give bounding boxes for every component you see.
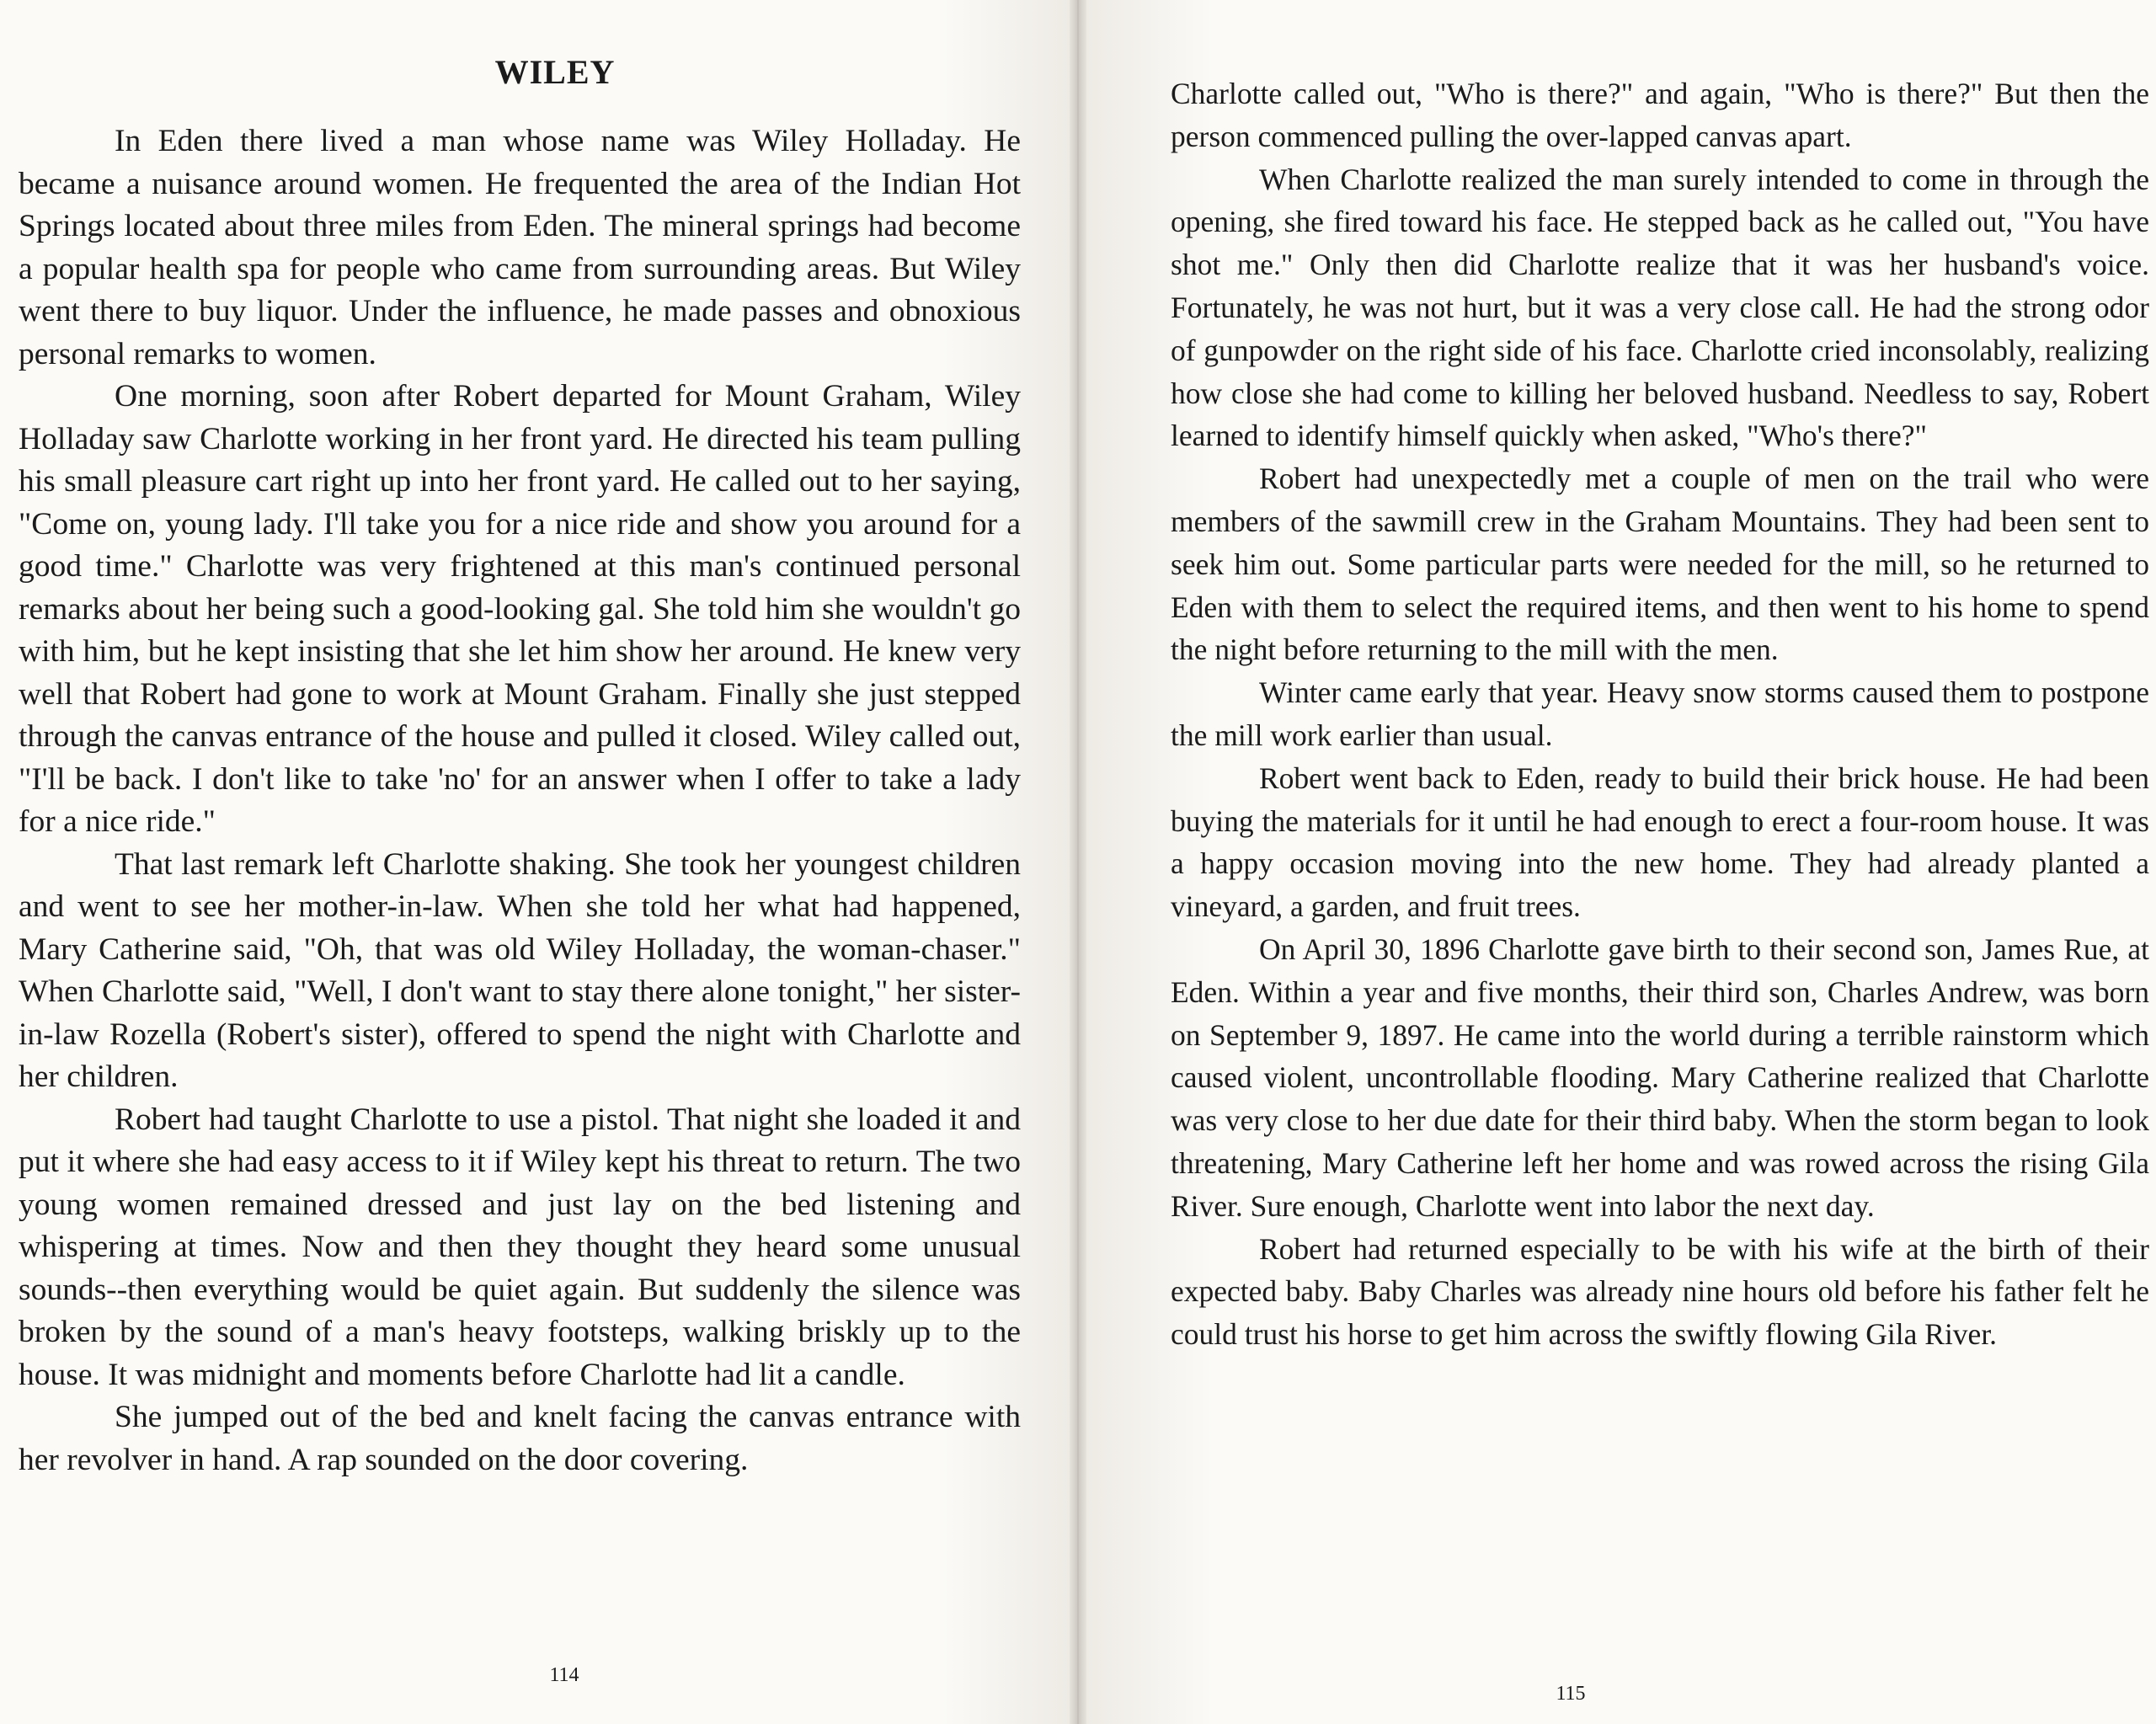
left-page xyxy=(0,0,1070,1724)
paragraph: Robert went back to Eden, ready to build their brick house. He had been buying the materials for it until he had enough to erect a four-room house. It was a happy occasion moving into the new home. They had already planted a vineyard, a garden, and fruit trees. xyxy=(1171,761,2149,924)
paragraph: That last remark left Charlotte shaking. She took her youngest children and went to see her mother-in-law. When she told her what had happened, Mary Catherine said, "Oh, that was old Wiley Holladay, the woman-chaser." When Charlotte said, "Well, I don't want to stay there alone tonight," her sister-in-law Rozella (Robert's sister), offered to spend the night with Charlotte and her children. xyxy=(19,846,1021,1094)
continued-paragraph: Charlotte called out, "Who is there?" and again, "Who is there?" But then the person commenced pulling the over-lapped canvas apart. xyxy=(1171,77,2149,153)
paragraph: Robert had unexpectedly met a couple of men on the trail who were members of the sawmill crew in the Graham Mountains. They had been sent to seek him out. Some particular parts were needed for the mill, so he returned to Eden with them to select the required items, and then went to his home to spend the night before returning to the mill with the men. xyxy=(1171,462,2149,667)
paragraph: When Charlotte realized the man surely intended to come in through the opening, she fired toward his face. He stepped back as he called out, "You have shot me." Only then did Charlotte realize that it was her husband's voice. Fortunately, he was not hurt, but it was a very close call. He had the strong odor of gunpowder on the right side of his face. Charlotte cried inconsolably, realizing how close she had come to killing her beloved husband. Needless to say, Robert learned to identify himself quickly when asked, "Who's there?" xyxy=(1171,162,2149,453)
chapter-title: WILEY xyxy=(494,53,616,91)
paragraph: Robert had taught Charlotte to use a pistol. That night she loaded it and put it where she had easy access to it if Wiley kept his threat to return. The two young women remained dressed and just lay on the bed listening and whispering at times. Now and then they thought they heard some unusual sounds--then everything would be quiet again. But suddenly the silence was broken by the sound of a man's heavy footsteps, walking briskly up to the house. It was midnight and moments before Charlotte had lit a candle. xyxy=(19,1102,1021,1392)
paragraph: One morning, soon after Robert departed for Mount Graham, Wiley Holladay saw Charlotte working in her front yard. He directed his team pulling his small pleasure cart right up into her front yard. He called out to her saying, "Come on, young lady. I'll take you for a nice ride and show you around for a good time." Charlotte was very frightened at this man's continued personal remarks about her being such a good-looking gal. She told him she wouldn't go with him, but he kept insisting that she let him show her around. He knew very well that Robert had gone to work at Mount Graham. Finally she just stepped through the canvas entrance of the house and pulled it closed. Wiley called out, "I'll be back. I don't like to take 'no' for an answer when I offer to take a lady for a nice ride." xyxy=(19,379,1021,839)
paragraph: Robert had returned especially to be with his wife at the birth of their expected baby. Baby Charles was already nine hours old before his father felt he could trust his horse to get him across the swiftly flowing Gila River. xyxy=(1171,1231,2149,1352)
paragraph: On April 30, 1896 Charlotte gave birth to their second son, James Rue, at Eden. Within a year and five months, their third son, Charles Andrew, was born on September 9, 1897. He came into the world during a terrible rainstorm which caused violent, uncontrollable flooding. Mary Catherine realized that Charlotte was very close to her due date for their third baby. When the storm began to look threatening, Mary Catherine left her home and was rowed across the rising Gila River. Sure enough, Charlotte went into labor the next day. xyxy=(1171,931,2149,1223)
page-number: 115 xyxy=(1556,1683,1586,1705)
paragraph: In Eden there lived a man whose name was Wiley Holladay. He became a nuisance around women. He frequented the area of the Indian Hot Springs located about three miles from Eden. The mineral springs had become a popular health spa for people who came from surrounding areas. But Wiley went there to buy liquor. Under the influence, he made passes and obnoxious personal remarks to women. xyxy=(19,124,1021,371)
page-number: 114 xyxy=(549,1664,579,1686)
book-gutter xyxy=(1070,0,1086,1724)
paragraph: Winter came early that year. Heavy snow storms caused them to postpone the mill work earlier than usual. xyxy=(1171,675,2149,752)
paragraph: She jumped out of the bed and knelt facing the canvas entrance with her revolver in hand. A rap sounded on the door covering. xyxy=(19,1400,1021,1477)
right-page xyxy=(1086,0,2156,1724)
